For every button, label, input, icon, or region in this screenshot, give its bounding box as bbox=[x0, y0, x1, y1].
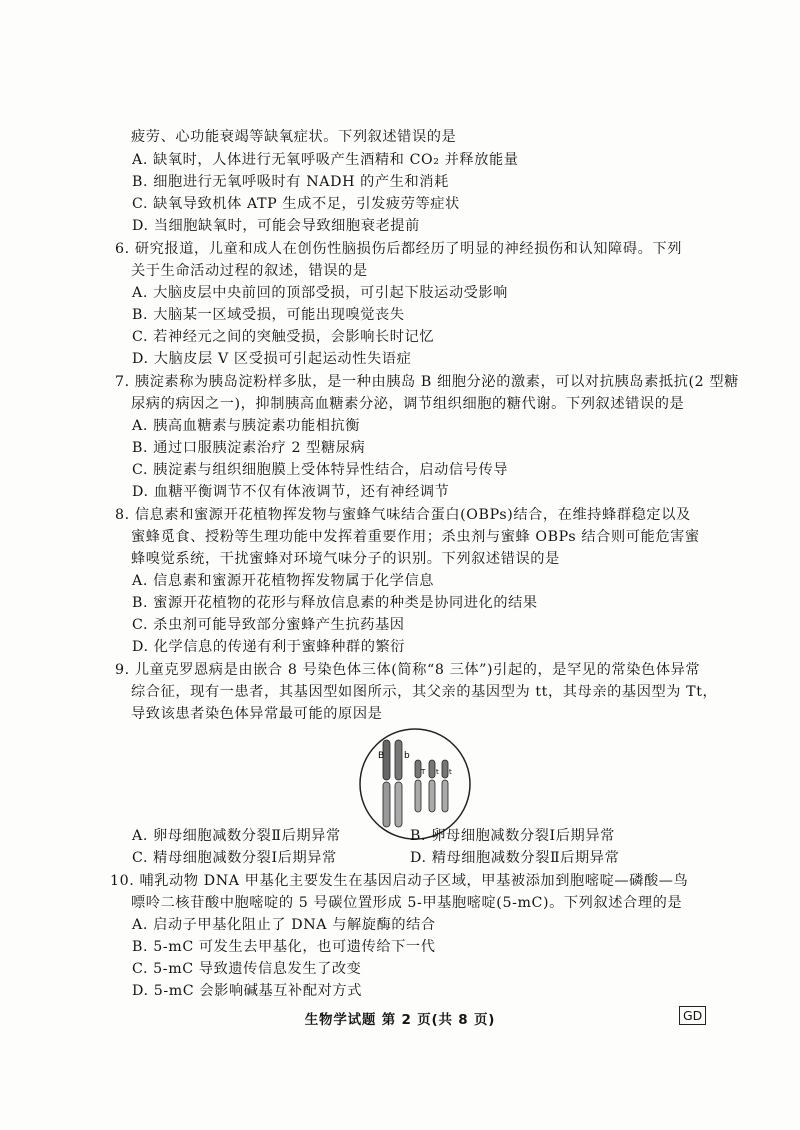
q8-stem: 8. 信息素和蜜源开花植物挥发物与蜜蜂气味结合蛋白(OBPs)结合，在维持蜂群稳定以及 bbox=[115, 507, 691, 523]
q9-option-a: A. 卵母细胞减数分裂Ⅱ后期异常 bbox=[132, 828, 341, 844]
q6-option-b: B. 大脑某一区域受损，可能出现嗅觉丧失 bbox=[132, 307, 405, 323]
q10-option-c: C. 5-mC 导致遗传信息发生了改变 bbox=[132, 961, 362, 977]
q10-stem: 10. 哺乳动物 DNA 甲基化主要发生在基因启动子区域，甲基被添加到胞嘧啶—磷酸—鸟 bbox=[110, 873, 689, 889]
q9-option-c: C. 精母细胞减数分裂Ⅰ后期异常 bbox=[132, 850, 337, 866]
q10-option-b: B. 5-mC 可发生去甲基化，也可遗传给下一代 bbox=[132, 939, 436, 955]
q7-option-d: D. 血糖平衡调节不仅有体液调节，还有神经调节 bbox=[132, 484, 450, 500]
chromosome-8-c bbox=[442, 760, 448, 812]
q5-option-a: A. 缺氧时，人体进行无氧呼吸产生酒精和 CO₂ 并释放能量 bbox=[132, 152, 519, 168]
chromosome-long-2 bbox=[395, 740, 402, 827]
q8-option-c: C. 杀虫剂可能导致部分蜜蜂产生抗药基因 bbox=[132, 617, 405, 633]
q10-stem-cont: 嘌呤二核苷酸中胞嘧啶的 5 号碳位置形成 5-甲基胞嘧啶(5-mC)。下列叙述合理的是 bbox=[131, 895, 683, 911]
q6-option-d: D. 大脑皮层 V 区受损可引起运动性失语症 bbox=[132, 351, 412, 367]
q8-stem-cont-1: 蜜蜂觅食、授粉等生理功能中发挥着重要作用；杀虫剂与蜜蜂 OBPs 结合则可能危害蜜 bbox=[131, 529, 700, 545]
label-gene-T: T bbox=[421, 768, 426, 776]
q9-stem: 9. 儿童克罗恩病是由嵌合 8 号染色体三体(简称“8 三体”)引起的，是罕见的常染色体异常 bbox=[115, 662, 701, 678]
label-gene-b: b bbox=[404, 751, 410, 761]
q5-stem-end: 疲劳、心功能衰竭等缺氧症状。下列叙述错误的是 bbox=[131, 129, 457, 145]
q8-option-a: A. 信息素和蜜源开花植物挥发物属于化学信息 bbox=[132, 573, 435, 589]
label-gene-t-2: t bbox=[449, 768, 452, 776]
q6-option-c: C. 若神经元之间的突触受损，会影响长时记忆 bbox=[132, 329, 435, 345]
q7-option-a: A. 胰高血糖素与胰淀素功能相抗衡 bbox=[132, 418, 361, 434]
q7-option-b: B. 通过口服胰淀素治疗 2 型糖尿病 bbox=[132, 440, 366, 456]
label-gene-B: B bbox=[378, 751, 385, 761]
q8-option-b: B. 蜜源开花植物的花形与释放信息素的种类是协同进化的结果 bbox=[132, 595, 538, 611]
page-footer: 生物学试题 第 2 页(共 8 页) bbox=[304, 1012, 496, 1028]
q5-option-c: C. 缺氧导致机体 ATP 生成不足，引发疲劳等症状 bbox=[132, 196, 460, 212]
q6-option-a: A. 大脑皮层中央前回的顶部受损，可引起下肢运动受影响 bbox=[132, 285, 508, 301]
q8-option-d: D. 化学信息的传递有利于蜜蜂种群的繁衍 bbox=[132, 639, 406, 655]
q7-stem: 7. 胰淀素称为胰岛淀粉样多肽，是一种由胰岛 B 细胞分泌的激素，可以对抗胰岛素抵抗(2 型糖 bbox=[115, 374, 739, 390]
region-tag: GD bbox=[679, 1006, 706, 1025]
chromosome-diagram bbox=[357, 726, 473, 842]
label-gene-t-1: t bbox=[436, 768, 439, 776]
q9-option-b: B. 卵母细胞减数分裂Ⅰ后期异常 bbox=[410, 828, 615, 844]
q5-option-b: B. 细胞进行无氧呼吸时有 NADH 的产生和消耗 bbox=[132, 174, 449, 190]
chromosome-8-b bbox=[429, 760, 435, 812]
q7-option-c: C. 胰淀素与组织细胞膜上受体特异性结合，启动信号传导 bbox=[132, 462, 509, 478]
q7-stem-cont: 尿病的病因之一)，抑制胰高血糖素分泌，调节组织细胞的糖代谢。下列叙述错误的是 bbox=[131, 396, 685, 412]
q6-stem-cont: 关于生命活动过程的叙述，错误的是 bbox=[131, 263, 368, 279]
q6-stem: 6. 研究报道，儿童和成人在创伤性脑损伤后都经历了明显的神经损伤和认知障碍。下列 bbox=[115, 241, 682, 257]
q10-option-a: A. 启动子甲基化阻止了 DNA 与解旋酶的结合 bbox=[132, 917, 436, 933]
q5-option-d: D. 当细胞缺氧时，可能会导致细胞衰老提前 bbox=[132, 218, 420, 234]
q9-option-d: D. 精母细胞减数分裂Ⅱ后期异常 bbox=[410, 850, 620, 866]
q10-option-d: D. 5-mC 会影响碱基互补配对方式 bbox=[132, 983, 362, 999]
q9-stem-cont-2: 导致该患者染色体异常最可能的原因是 bbox=[131, 706, 383, 722]
q9-stem-cont-1: 综合征，现有一患者，其基因型如图所示，其父亲的基因型为 tt，其母亲的基因型为 Tt， bbox=[131, 684, 718, 700]
q8-stem-cont-2: 蜂嗅觉系统，干扰蜜蜂对环境气味分子的识别。下列叙述错误的是 bbox=[131, 551, 560, 567]
